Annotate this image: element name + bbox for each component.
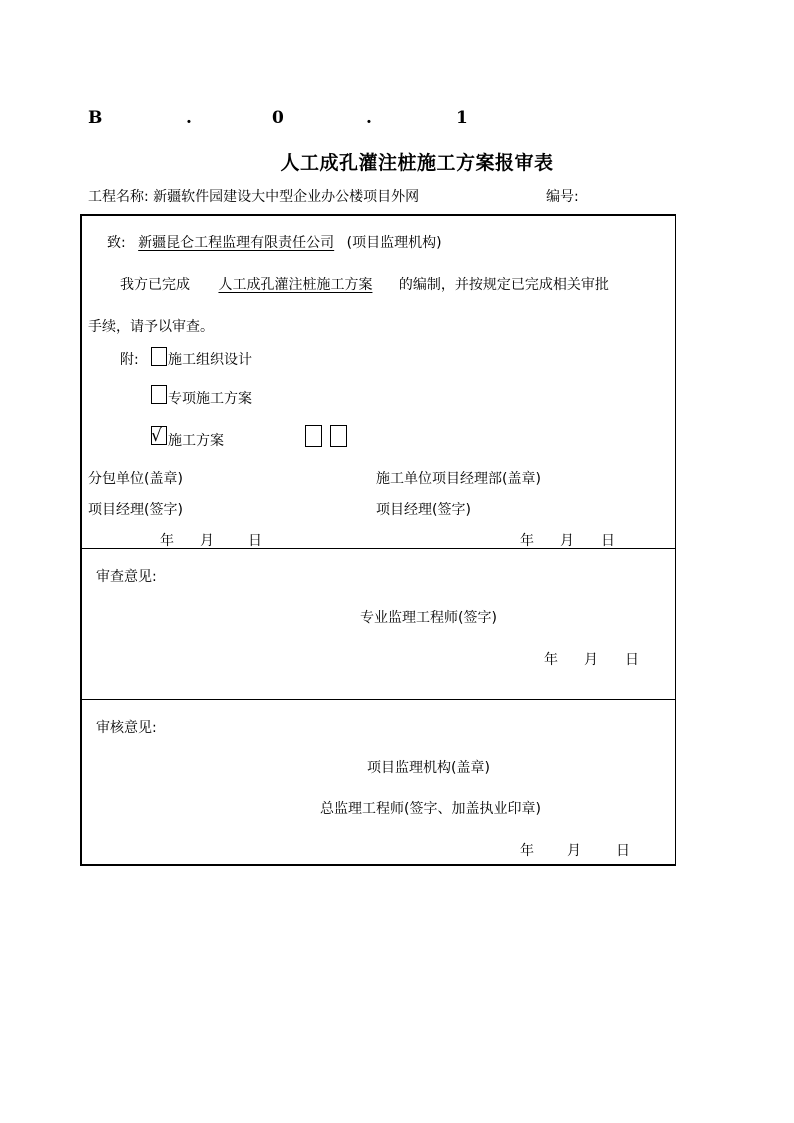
- form-code-char: .: [186, 108, 192, 128]
- supervision-org-seal: 项目监理机构(盖章): [367, 760, 490, 776]
- to-suffix: (项目监理机构): [346, 235, 442, 251]
- attachment-checkbox-construction-design[interactable]: [151, 347, 167, 366]
- contractor-seal: 施工单位项目经理部(盖章): [376, 471, 541, 487]
- statement-line: [120, 274, 609, 294]
- date-month: 月: [560, 533, 574, 549]
- statement-suffix: 的编制，并按规定已完成相关审批: [398, 277, 609, 293]
- project-name: 新疆软件园建设大中型企业办公楼项目外网: [153, 189, 420, 205]
- attachment-checkbox-special-plan[interactable]: [151, 385, 167, 404]
- form-code-char: B: [88, 108, 103, 128]
- subcontractor-manager-signature: 项目经理(签字): [88, 502, 183, 518]
- date-year: 年: [520, 533, 534, 549]
- subcontractor-seal: 分包单位(盖章): [88, 471, 183, 487]
- attachments-label: 附:: [120, 352, 139, 368]
- attachment-label: 专项施工方案: [168, 391, 252, 407]
- review-opinion-label: 审查意见:: [96, 569, 157, 585]
- date-day: 日: [601, 533, 615, 549]
- section-divider: [80, 699, 676, 700]
- form-code-char: 0: [272, 108, 284, 128]
- plan-name: 人工成孔灌注桩施工方案: [218, 277, 373, 293]
- date-month: 月: [200, 533, 214, 549]
- to-organization: 新疆昆仑工程监理有限责任公司: [138, 235, 335, 251]
- form-title: 人工成孔灌注桩施工方案报审表: [280, 152, 554, 174]
- checkmark-icon: √: [151, 426, 162, 446]
- date-day: 日: [616, 843, 630, 859]
- project-line: [88, 186, 419, 206]
- date-day: 日: [248, 533, 262, 549]
- project-label: 工程名称:: [88, 189, 149, 205]
- attachment-label: 施工组织设计: [168, 352, 252, 368]
- date-month: 月: [567, 843, 581, 859]
- date-year: 年: [520, 843, 534, 859]
- statement-prefix: 我方已完成: [120, 277, 190, 293]
- review-engineer-signature: 专业监理工程师(签字): [360, 610, 497, 626]
- contractor-manager-signature: 项目经理(签字): [376, 502, 471, 518]
- number-label: 编号:: [546, 189, 579, 205]
- form-code-char: .: [366, 108, 372, 128]
- date-day: 日: [625, 652, 639, 668]
- attachment-label: 施工方案: [168, 433, 224, 449]
- addressee-line: [107, 232, 442, 252]
- date-month: 月: [584, 652, 598, 668]
- blank-box: [330, 425, 347, 447]
- blank-box: [305, 425, 322, 447]
- statement-continuation: 手续，请予以审查。: [88, 319, 214, 335]
- to-label: 致:: [107, 235, 126, 251]
- date-year: 年: [544, 652, 558, 668]
- chief-engineer-signature: 总监理工程师(签字、加盖执业印章): [320, 801, 541, 817]
- approval-opinion-label: 审核意见:: [96, 720, 157, 736]
- form-code-char: 1: [456, 108, 468, 128]
- date-year: 年: [160, 533, 174, 549]
